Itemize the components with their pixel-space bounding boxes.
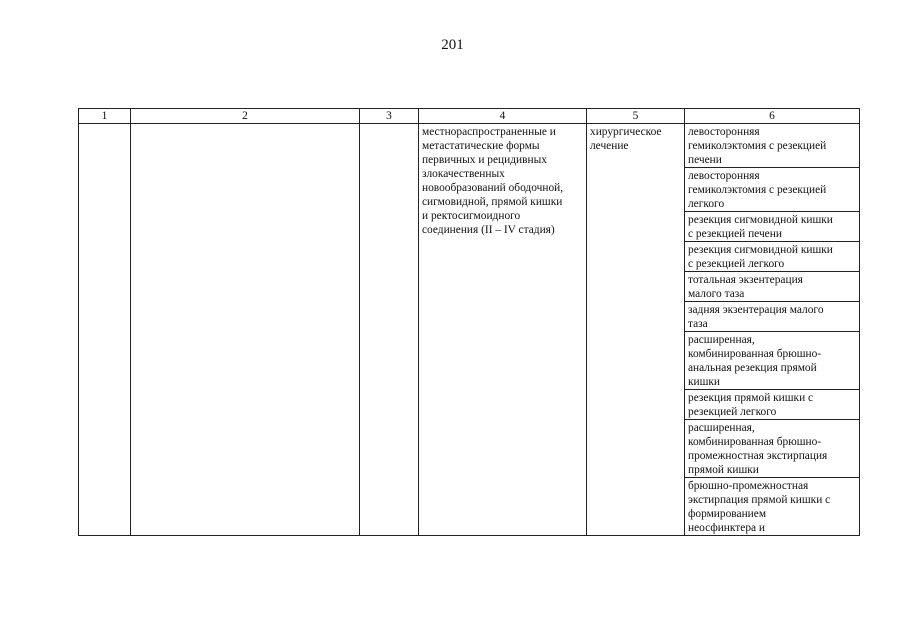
treatment-table [78,108,860,536]
header-col-2: 2 [131,109,360,124]
table-row [79,124,860,168]
cell-col-1 [79,124,131,536]
method-text: резекция сигмовидной кишки с резекцией легкого [688,244,833,270]
method-cell [685,390,860,420]
method-text: левосторонняя гемиколэктомия с резекцией легкого [688,170,827,210]
treatment-text: хирургическое лечение [590,126,662,152]
diagnosis-text: местнораспространенные и метастатические формы первичных и рецидивных злокачественных новообразований ободочной, сигмовидной, прямой кишки и ректосигмоидного соединения (II – IV стадия) [422,126,564,236]
method-cell [685,302,860,332]
cell-col-2 [131,124,360,536]
page-number: 201 [441,37,464,53]
method-text: задняя экзентерация малого таза [688,304,824,330]
method-cell [685,124,860,168]
header-col-3: 3 [360,109,419,124]
header-row [79,109,860,124]
cell-col-3 [360,124,419,536]
method-text: брюшно-промежностная экстирпация прямой кишки с формированием неосфинктера и [688,480,831,534]
method-cell [685,242,860,272]
treatment-cell [587,124,685,536]
method-cell [685,478,860,536]
method-cell [685,212,860,242]
method-text: тотальная экзентерация малого таза [688,274,803,300]
header-col-4: 4 [419,109,587,124]
method-text: расширенная, комбинированная брюшно- анальная резекция прямой кишки [688,334,822,388]
method-text: резекция прямой кишки с резекцией легкого [688,392,814,418]
method-cell [685,420,860,478]
method-cell [685,168,860,212]
diagnosis-cell [419,124,587,536]
method-cell [685,332,860,390]
header-col-1: 1 [79,109,131,124]
method-text: резекция сигмовидной кишки с резекцией печени [688,214,833,240]
header-col-6: 6 [685,109,860,124]
method-cell [685,272,860,302]
header-col-5: 5 [587,109,685,124]
method-text: расширенная, комбинированная брюшно- промежностная экстирпация прямой кишки [688,422,828,476]
method-text: левосторонняя гемиколэктомия с резекцией печени [688,126,827,166]
